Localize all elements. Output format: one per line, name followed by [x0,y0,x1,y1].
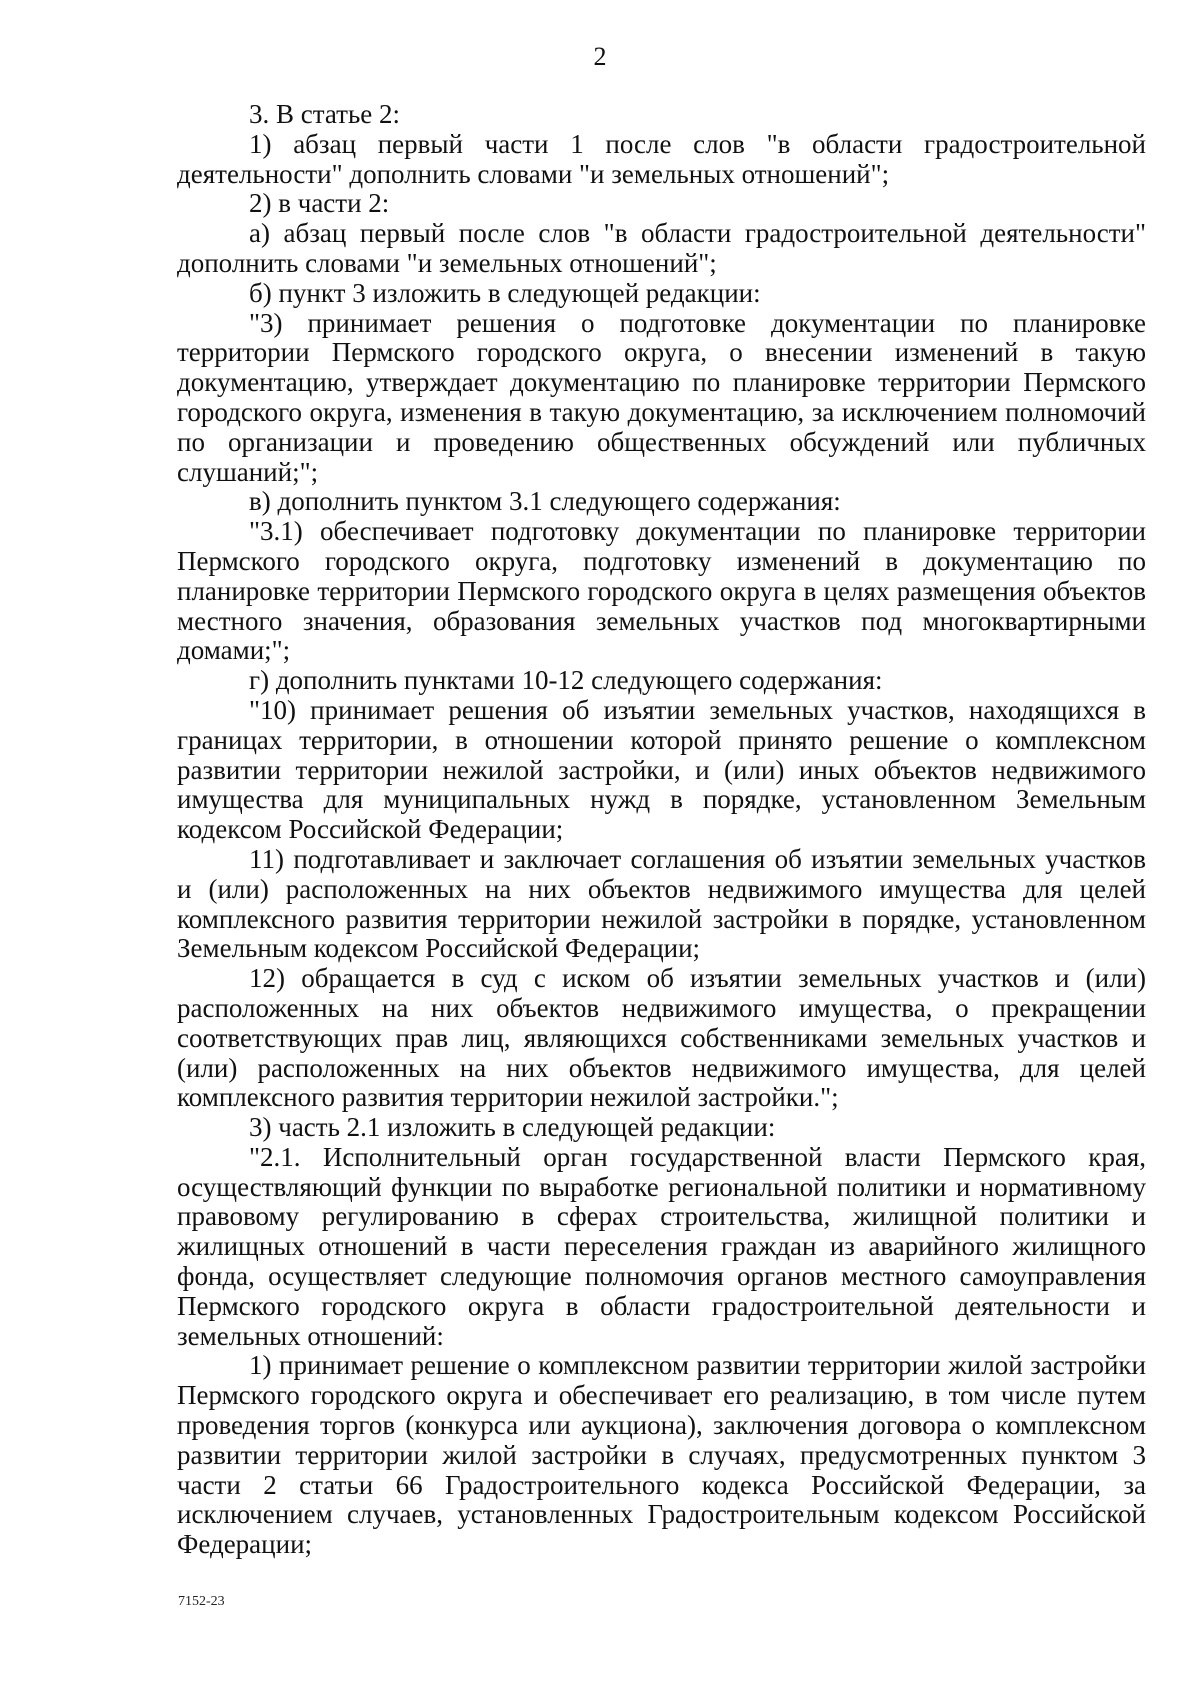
paragraph-point-3-1: "3.1) обеспечивает подготовку документации по планировке территории Пермского городского округа, подготовку изменений в документацию по планировке территории Пермского городского округа в целях размещения объектов местного значения, образования земельных участков под многоквартирными домами;"; [177,516,1146,666]
paragraph-item-1: 1) абзац первый части 1 после слов "в области градостроительной деятельности" дополнить словами "и земельных отношений"; [177,128,1146,189]
paragraph-item-3: 3) часть 2.1 изложить в следующей редакции: [249,1112,776,1143]
paragraph-item-2: 2) в части 2: [249,188,390,219]
paragraph-point-12: 12) обращается в суд с иском об изъятии земельных участков и (или) расположенных на них объектов недвижимого имущества, о прекращении соответствующих прав лиц, являющихся собственниками земельных участков и (или) расположенных на них объектов недвижимого имущества, для целей комплексного развития территории нежилой застройки."; [177,963,1146,1113]
paragraph-subitem-b: б) пункт 3 изложить в следующей редакции: [249,277,761,308]
paragraph-subitem-v: в) дополнить пунктом 3.1 следующего содержания: [249,486,841,517]
paragraph-article-heading: 3. В статье 2: [249,99,401,129]
page-number: 2 [593,42,607,71]
paragraph-point-3: "3) принимает решения о подготовке документации по планировке территории Пермского городского округа, о внесении изменений в такую документацию, утверждает документацию по планировке территории Пермского городского округа, изменения в такую документацию, за исключением полномочий по организации и проведению общественных обсуждений или публичных слушаний;"; [177,307,1146,487]
document-code: 7152-23 [178,1594,225,1609]
paragraph-part-2-1: "2.1. Исполнительный орган государственной власти Пермского края, осуществляющий функции по выработке региональной политики и нормативному правовому регулированию в сферах строительства, жилищной политики и жилищных отношений в части переселения граждан из аварийного жилищного фонда, осуществляет следующие полномочия органов местного самоуправления Пермского городского округа в области градостроительной деятельности и земельных отношений: [177,1141,1146,1351]
document-body [177,100,1146,1560]
paragraph-subitem-a: а) абзац первый после слов "в области градостроительной деятельности" дополнить словами "и земельных отношений"; [177,218,1146,278]
paragraph-part-2-1-point-1: 1) принимает решение о комплексном развитии территории жилой застройки Пермского городского округа и обеспечивает его реализацию, в том числе путем проведения торгов (конкурса или аукциона), заключения договора о комплексном развитии территории жилой застройки в случаях, предусмотренных пунктом 3 части 2 статьи 66 Градостроительного кодекса Российской Федерации, за исключением случаев, установленных Градостроительным кодексом Российской Федерации; [177,1350,1146,1560]
paragraph-subitem-g: г) дополнить пунктами 10-12 следующего содержания: [249,665,883,696]
paragraph-point-11: 11) подготавливает и заключает соглашения об изъятии земельных участков и (или) расположенных на них объектов недвижимого имущества для целей комплексного развития территории нежилой застройки в порядке, установленном Земельным кодексом Российской Федерации; [177,843,1146,964]
paragraph-point-10: "10) принимает решения об изъятии земельных участков, находящихся в границах территории, в отношении которой принято решение о комплексном развитии территории нежилой застройки, и (или) иных объектов недвижимого имущества для муниципальных нужд в порядке, установленном Земельным кодексом Российской Федерации; [177,694,1146,845]
